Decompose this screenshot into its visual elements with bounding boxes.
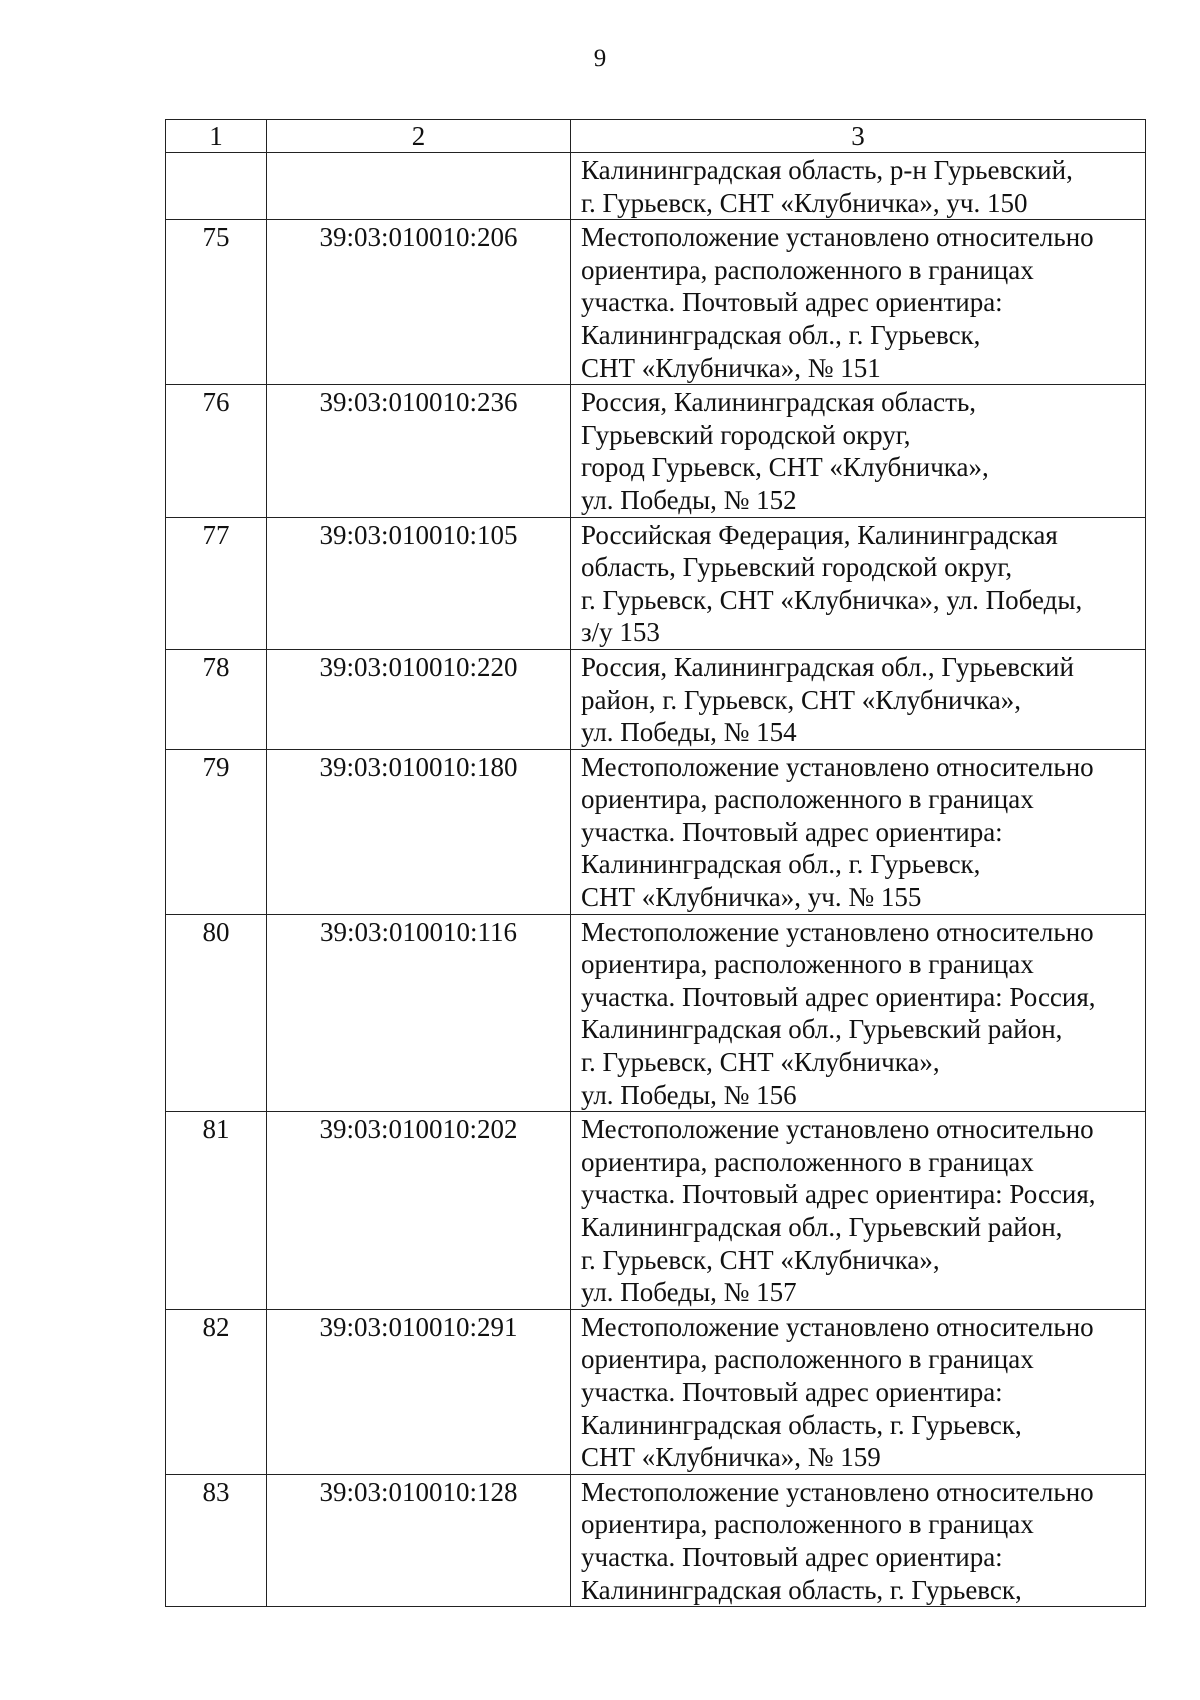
address-line: г. Гурьевск, СНТ «Клубничка»,	[581, 1244, 940, 1275]
address-cell	[571, 220, 1146, 385]
row-number: 76	[166, 385, 267, 517]
address-cell	[571, 1309, 1146, 1474]
address-line: участка. Почтовый адрес ориентира:	[581, 816, 1003, 847]
table-header	[166, 120, 1146, 153]
row-number: 82	[166, 1309, 267, 1474]
address-line: Калининградская область, г. Гурьевск,	[581, 1574, 1022, 1605]
address-line: ориентира, расположенного в границах	[581, 1344, 1034, 1375]
address-line: участка. Почтовый адрес ориентира:	[581, 1541, 1003, 1572]
address-line: Местоположение установлено относительно	[581, 222, 1094, 253]
address-line: ориентира, расположенного в границах	[581, 949, 1034, 980]
address-line: СНТ «Клубничка», № 151	[581, 352, 881, 383]
address-line: Калининградская обл., г. Гурьевск,	[581, 319, 981, 350]
table-row	[166, 153, 1146, 220]
address-line: область, Гурьевский городской округ,	[581, 552, 1013, 583]
address-line: участка. Почтовый адрес ориентира:	[581, 1376, 1003, 1407]
address-line: Местоположение установлено относительно	[581, 1311, 1094, 1342]
address-line: ориентира, расположенного в границах	[581, 1509, 1034, 1540]
cadastral-number: 39:03:010010:128	[267, 1474, 571, 1606]
table-row	[166, 914, 1146, 1112]
address-line: Калининградская область, р-н Гурьевский,	[581, 155, 1073, 185]
address-line: Калининградская обл., г. Гурьевск,	[581, 849, 981, 880]
table-row	[166, 220, 1146, 385]
address-line: ориентира, расположенного в границах	[581, 784, 1034, 815]
address-line: СНТ «Клубничка», № 159	[581, 1442, 881, 1473]
address-line: Местоположение установлено относительно	[581, 1114, 1094, 1145]
cadastral-number: 39:03:010010:105	[267, 517, 571, 649]
address-cell	[571, 1112, 1146, 1310]
address-line: Российская Федерация, Калининградская	[581, 519, 1058, 550]
header-row	[166, 120, 1146, 153]
address-line: Калининградская область, г. Гурьевск,	[581, 1409, 1022, 1440]
cadastral-number	[267, 153, 571, 220]
cadastral-number: 39:03:010010:206	[267, 220, 571, 385]
cadastral-number: 39:03:010010:236	[267, 385, 571, 517]
table-row	[166, 649, 1146, 749]
address-line: Россия, Калининградская область,	[581, 387, 977, 418]
address-cell	[571, 1474, 1146, 1606]
address-line: Местоположение установлено относительно	[581, 1476, 1094, 1507]
table-row	[166, 385, 1146, 517]
address-cell	[571, 517, 1146, 649]
address-cell	[571, 914, 1146, 1112]
table-body	[166, 153, 1146, 1607]
parcels-table	[165, 119, 1146, 1607]
address-line: ул. Победы, № 152	[581, 484, 797, 515]
address-line: з/у 153	[581, 617, 660, 648]
address-line: Калининградская обл., Гурьевский район,	[581, 1212, 1063, 1242]
address-line: участка. Почтовый адрес ориентира: Россия,	[581, 981, 1096, 1012]
row-number: 80	[166, 914, 267, 1112]
address-line: Россия, Калининградская обл., Гурьевский	[581, 651, 1074, 682]
row-number: 79	[166, 749, 267, 914]
table-row	[166, 1112, 1146, 1310]
address-line: ориентира, расположенного в границах	[581, 254, 1034, 285]
address-cell	[571, 153, 1146, 220]
address-line: Местоположение установлено относительно	[581, 916, 1094, 947]
header-col-2: 2	[267, 120, 571, 153]
cadastral-number: 39:03:010010:220	[267, 649, 571, 749]
address-line: Гурьевский городской округ,	[581, 419, 911, 450]
row-number: 78	[166, 649, 267, 749]
row-number: 77	[166, 517, 267, 649]
address-line: г. Гурьевск, СНТ «Клубничка», уч. 150	[581, 187, 1028, 218]
address-line: район, г. Гурьевск, СНТ «Клубничка»,	[581, 684, 1022, 715]
address-line: участка. Почтовый адрес ориентира: Россия,	[581, 1179, 1096, 1210]
table-row	[166, 749, 1146, 914]
address-cell	[571, 749, 1146, 914]
address-line: г. Гурьевск, СНТ «Клубничка», ул. Победы,	[581, 584, 1083, 615]
row-number: 75	[166, 220, 267, 385]
header-col-3: 3	[571, 120, 1146, 153]
address-line: г. Гурьевск, СНТ «Клубничка»,	[581, 1047, 940, 1078]
address-line: ул. Победы, № 157	[581, 1277, 797, 1308]
cadastral-number: 39:03:010010:180	[267, 749, 571, 914]
address-line: Местоположение установлено относительно	[581, 751, 1094, 782]
row-number	[166, 153, 267, 220]
address-line: ориентира, расположенного в границах	[581, 1146, 1034, 1177]
address-line: ул. Победы, № 156	[581, 1079, 797, 1110]
address-line: город Гурьевск, СНТ «Клубничка»,	[581, 452, 989, 483]
page-number: 9	[593, 45, 607, 72]
table-row	[166, 1474, 1146, 1606]
cadastral-number: 39:03:010010:116	[267, 914, 571, 1112]
header-col-1: 1	[166, 120, 267, 153]
cadastral-number: 39:03:010010:291	[267, 1309, 571, 1474]
row-number: 81	[166, 1112, 267, 1310]
address-line: СНТ «Клубничка», уч. № 155	[581, 882, 922, 913]
address-line: ул. Победы, № 154	[581, 717, 797, 748]
address-line: участка. Почтовый адрес ориентира:	[581, 287, 1003, 318]
address-cell	[571, 649, 1146, 749]
address-cell	[571, 385, 1146, 517]
table-row	[166, 1309, 1146, 1474]
table-row	[166, 517, 1146, 649]
cadastral-number: 39:03:010010:202	[267, 1112, 571, 1310]
row-number: 83	[166, 1474, 267, 1606]
address-line: Калининградская обл., Гурьевский район,	[581, 1014, 1063, 1045]
